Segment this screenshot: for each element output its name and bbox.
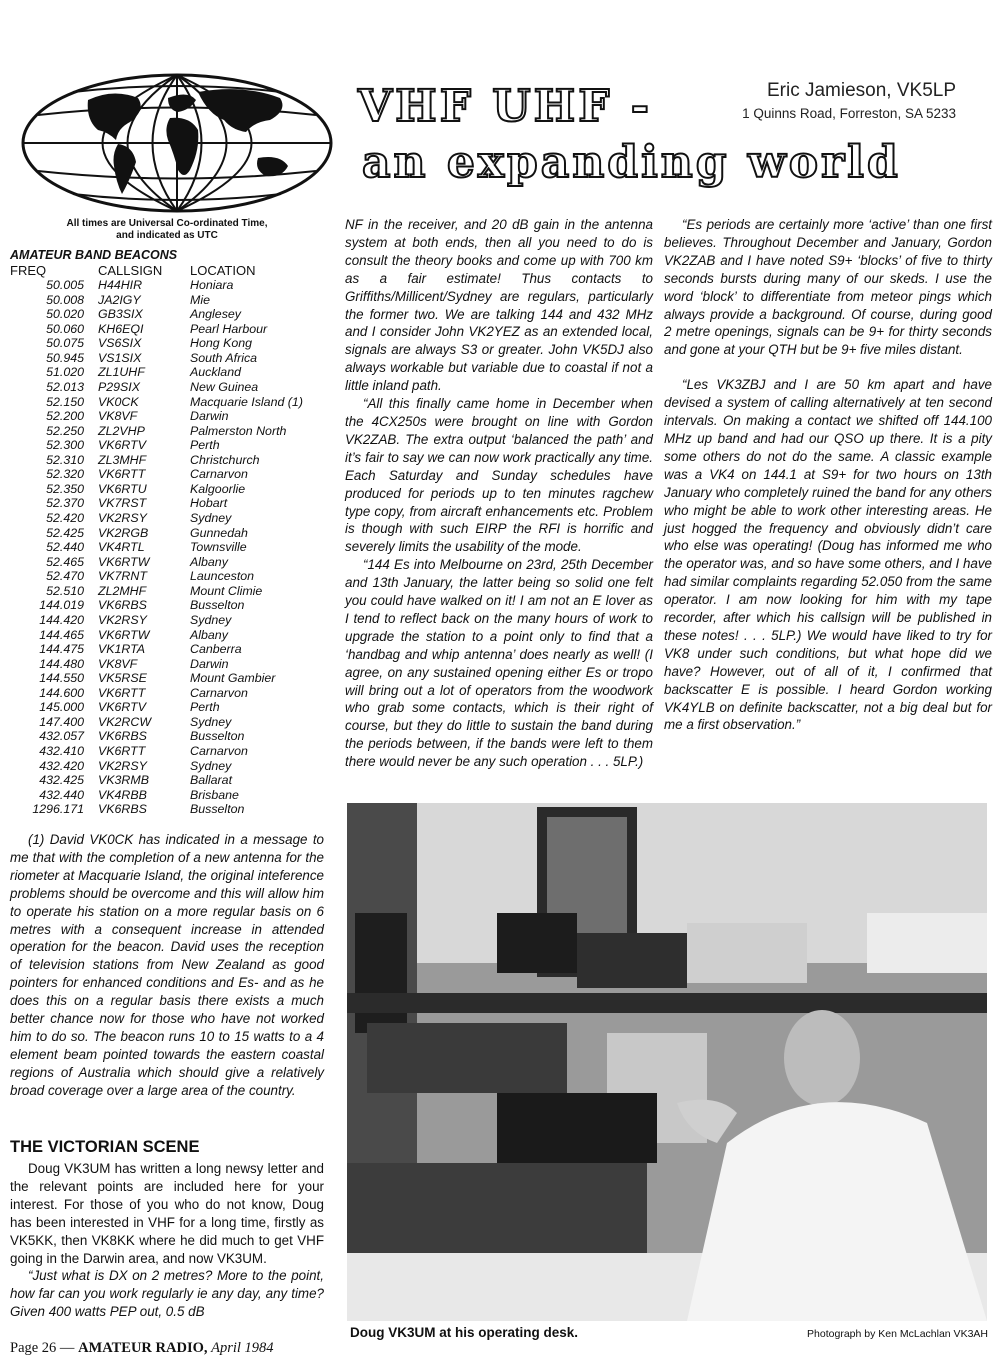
- beacon-callsign: VK6RTW: [98, 627, 150, 642]
- beacon-freq: 432.057: [39, 729, 84, 744]
- beacon-location: Christchurch: [190, 452, 260, 467]
- right-column: [664, 216, 992, 734]
- author-name: Eric Jamieson, VK5LP: [766, 80, 956, 101]
- beacon-location: Ballarat: [190, 773, 233, 788]
- mid-paragraph-1: NF in the receiver, and 20 dB gain in the antenna system at both ends, then all you need to do is consult the theory books and come up with 700 km as a fair estimate! Thus contacts to Griffiths/Millicent/Sydney are regulars, particularly the former two. We are talking 144 and 432 MHz and I consider John VK2YEZ as an extended local, signals are always S3 or greater. John VK5DJ also always workable but variable due to coastal if not a little inland path.: [345, 217, 653, 394]
- beacon-row: [10, 686, 303, 701]
- beacon-freq: 144.550: [39, 671, 84, 686]
- beacon-location: Carnarvon: [190, 685, 248, 700]
- beacon-row: [10, 482, 303, 497]
- beacon-row: [10, 802, 303, 817]
- beacon-row: [10, 278, 303, 293]
- beacon-row: [10, 657, 303, 672]
- beacon-row: [10, 555, 303, 570]
- beacon-callsign: VK4RBB: [98, 787, 147, 802]
- beacon-location: South Africa: [190, 350, 258, 365]
- beacons-table: [10, 263, 303, 817]
- beacon-callsign: VK6RTV: [98, 438, 146, 453]
- beacon-freq: 432.440: [39, 787, 84, 802]
- beacon-location: Perth: [190, 438, 220, 453]
- beacon-callsign: VS6SIX: [98, 336, 142, 351]
- beacon-callsign: VK6RTV: [98, 700, 146, 715]
- beacon-location: Mount Gambier: [190, 671, 276, 686]
- beacon-row: [10, 773, 303, 788]
- beacon-callsign: VK6RBS: [98, 802, 147, 817]
- utc-note: [10, 218, 324, 242]
- beacon-location: Albany: [190, 554, 228, 569]
- beacon-row: [10, 453, 303, 468]
- title-line-1: VHF UHF -: [358, 81, 653, 132]
- beacon-row: [10, 540, 303, 555]
- beacon-callsign: VK2RSY: [98, 758, 147, 773]
- beacon-row: [10, 293, 303, 308]
- beacon-row: [10, 729, 303, 744]
- beacon-location: Mie: [190, 292, 210, 307]
- beacon-freq: 52.300: [46, 438, 84, 453]
- utc-note-line-1: All times are Universal Co-ordinated Time,: [66, 218, 268, 229]
- beacon-callsign: ZL3MHF: [98, 452, 147, 467]
- footnote-text: (1) David VK0CK has indicated in a message to me that with the completion of a new antenna for the riometer at Macquarie Island, the original inteference problems should be overcome and this will allow him to operate his station on a more regular basis on 6 metres with a consequent increase in attended operation for the beacon. David uses the reception of television stations from New Zealand as good pointers for enhanced conditions and Es- and as he does this on a regular basis there exists a much better chance now for those who have not worked him to do so. The beacon runs 10 to 15 watts to a 4 element beam pointed towards the eastern coastal regions of Australia which should give a relatively broad coverage over a large area of the country.: [10, 832, 324, 1098]
- beacon-freq: 52.250: [46, 423, 84, 438]
- beacon-location: Busselton: [190, 598, 245, 613]
- beacon-location: Albany: [190, 627, 228, 642]
- beacon-row: [10, 744, 303, 759]
- beacon-callsign: VK2RGB: [98, 525, 149, 540]
- mid-paragraph-3: “144 Es into Melbourne on 23rd, 25th December and 13th January, the latter being so solid one felt you could have walked on it! I am not an E lover as I tend to reflect back on the many hours of work to upgrade the station to a point only to find that a ‘handbag and whip antenna’ does nearly as well! (I agree, on any sustained opening either Es or tropo will bring out a lot of operators from the woodwork who grab some contacts, which is their right of course, but they do little to sustain the band during the periods between, if the bands were left to them there would never be any such operation . . . 5LP.): [345, 557, 653, 770]
- beacon-callsign: VK8VF: [98, 656, 138, 671]
- utc-note-line-2: and indicated as UTC: [116, 230, 218, 241]
- beacon-location: Sydney: [190, 758, 232, 773]
- beacon-row: [10, 642, 303, 657]
- beacon-location: Gunnedah: [190, 525, 248, 540]
- beacon-callsign: H44HIR: [98, 278, 143, 292]
- beacon-location: Hobart: [190, 496, 228, 511]
- beacon-location: Sydney: [190, 612, 232, 627]
- beacon-row: [10, 700, 303, 715]
- beacon-row: [10, 526, 303, 541]
- beacon-freq: 52.200: [46, 409, 84, 424]
- beacon-freq: 50.060: [46, 321, 84, 336]
- beacon-callsign: VK5RSE: [98, 671, 147, 686]
- beacon-row: [10, 613, 303, 628]
- beacon-callsign: VK7RNT: [98, 569, 147, 584]
- beacon-freq: 144.019: [39, 598, 84, 613]
- photo-caption: Doug VK3UM at his operating desk.: [350, 1325, 579, 1340]
- beacon-location: Honiara: [190, 278, 234, 292]
- col-location: LOCATION: [190, 263, 256, 278]
- beacon-freq: 144.600: [39, 685, 84, 700]
- beacon-row: [10, 671, 303, 686]
- beacon-location: Canberra: [190, 642, 242, 657]
- beacon-freq: 50.075: [46, 336, 84, 351]
- page-footer: [10, 1340, 274, 1357]
- author-address: 1 Quinns Road, Forreston, SA 5233: [742, 106, 956, 121]
- beacon-location: Busselton: [190, 729, 245, 744]
- beacon-location: Macquarie Island (1): [190, 394, 303, 409]
- beacon-freq: 145.000: [39, 700, 84, 715]
- beacon-location: Anglesey: [190, 307, 241, 322]
- col-freq: FREQ: [10, 263, 47, 278]
- beacon-location: Hong Kong: [190, 336, 253, 351]
- beacon-location: Pearl Harbour: [190, 321, 268, 336]
- beacon-callsign: VK2RSY: [98, 511, 147, 525]
- beacon-row: [10, 584, 303, 599]
- beacon-freq: 50.005: [46, 278, 84, 292]
- beacon-row: [10, 715, 303, 730]
- beacon-freq: 144.480: [39, 656, 84, 671]
- beacon-freq: 144.465: [39, 627, 84, 642]
- section-heading: THE VICTORIAN SCENE: [10, 1138, 200, 1156]
- beacon-location: Carnarvon: [190, 744, 248, 758]
- beacon-callsign: VK3RMB: [98, 773, 149, 788]
- magazine-name: AMATEUR RADIO,: [78, 1340, 208, 1356]
- beacon-location: Brisbane: [190, 787, 239, 802]
- beacon-callsign: VK6RTU: [98, 481, 147, 496]
- victorian-scene: [10, 1160, 324, 1321]
- beacon-row: [10, 365, 303, 380]
- world-globe-logo: [18, 70, 336, 216]
- beacon-callsign: VK4RTL: [98, 540, 145, 555]
- beacon-row: [10, 409, 303, 424]
- beacon-freq: 52.320: [46, 467, 84, 482]
- beacon-freq: 52.150: [46, 394, 84, 409]
- beacon-callsign: VK8VF: [98, 409, 138, 424]
- beacon-freq: 50.020: [46, 307, 84, 322]
- beacon-freq: 50.945: [46, 350, 84, 365]
- col-callsign: CALLSIGN: [98, 263, 163, 278]
- beacon-row: [10, 759, 303, 774]
- mid-paragraph-2: “All this finally came home in December when the 4CX250s were brought on line with Gordon VK2ZAB. The extra output ‘balanced the path’ and it’s fair to say we can now work practically any time. Each Saturday and Sunday schedules have produced for periods up to ten minutes ragchew type copy, from aircraft enhancements etc. Problem is though with such EIRP the RFI is horrific and severely limits the usability of the mode.: [345, 396, 653, 555]
- page-number: Page 26 —: [10, 1340, 75, 1356]
- beacon-location: Palmerston North: [190, 423, 287, 438]
- beacon-row: [10, 598, 303, 613]
- photo-credit: Photograph by Ken McLachlan VK3AH: [807, 1328, 988, 1340]
- beacon-freq: 52.425: [46, 525, 84, 540]
- beacon-row: [10, 336, 303, 351]
- beacon-location: Mount Climie: [190, 583, 263, 598]
- beacon-row: [10, 569, 303, 584]
- beacon-callsign: VK6RTT: [98, 467, 146, 482]
- beacon-row: [10, 438, 303, 453]
- right-paragraph-2: “Les VK3ZBJ and I are 50 km apart and have devised a system of calling alternatively at ten second intervals. On making a contact we shifted off 144.100 MHz up band and had our QSO up there. It is a pity some others do not do the same. A classic example was a VK4 on 144.1 at S9+ for two hours on 13th January who completely ruined the band for any others who might be able to work other interesting areas. He just hogged the frequency and obviously didn’t care who else was operating! (Doug has informed me who the operator was, and so have some others, and I have had similar complaints regarding 52.050 from the same operator. I am now looking for him with my tape recorder, after which his callsign will be published in these notes! . . . 5LP.) We would have liked to try for VK8 under such conditions, but what hope did we have? However, out of all of it, I confirmed that backscatter E is possible. I heard Gordon working VK4YLB on definite backscatter, not a big deal but for me a first observation.”: [664, 377, 992, 733]
- beacon-freq: 52.350: [46, 481, 84, 496]
- left-column: [10, 218, 324, 817]
- beacon-row: [10, 380, 303, 395]
- beacon-row: [10, 351, 303, 366]
- beacons-header-row: [10, 263, 303, 278]
- beacon-callsign: P29SIX: [98, 379, 141, 394]
- vic-paragraph-2: “Just what is DX on 2 metres? More to the point, how far can you work regularly ie any day, any time? Given 400 watts PEP out, 0.5 dB: [10, 1268, 324, 1320]
- beacon-freq: 52.420: [46, 511, 84, 525]
- beacon-callsign: VK6RBS: [98, 729, 147, 744]
- beacon-row: [10, 788, 303, 803]
- beacon-freq: 432.420: [39, 758, 84, 773]
- beacon-location: Auckland: [190, 365, 241, 380]
- beacon-footnote: [10, 831, 324, 1100]
- beacon-callsign: VS1SIX: [98, 350, 142, 365]
- beacon-freq: 144.420: [39, 612, 84, 627]
- beacon-freq: 432.410: [39, 744, 84, 758]
- operator-photo: [347, 803, 987, 1321]
- beacon-location: Darwin: [190, 409, 229, 424]
- beacon-freq: 51.020: [46, 365, 84, 380]
- beacon-callsign: ZL1UHF: [98, 365, 145, 380]
- beacon-freq: 144.475: [39, 642, 84, 657]
- beacon-callsign: VK7RST: [98, 496, 147, 511]
- beacon-freq: 432.425: [39, 773, 84, 788]
- beacon-freq: 52.470: [46, 569, 84, 584]
- beacon-callsign: KH6EQI: [98, 321, 144, 336]
- beacons-body: [10, 278, 303, 817]
- beacon-row: [10, 424, 303, 439]
- beacon-freq: 52.310: [46, 452, 84, 467]
- beacon-freq: 52.013: [46, 379, 84, 394]
- beacon-row: [10, 511, 303, 526]
- beacon-callsign: VK6RBS: [98, 598, 147, 613]
- beacon-row: [10, 467, 303, 482]
- vic-paragraph-1: Doug VK3UM has written a long newsy letter and the relevant points are included here for your interest. For those of you who do not know, Doug has been interested in VHF for a long time, firstly as VK5KK, then VK8KK where he did much to get VHF going in the Darwin area, and now VK3UM.: [10, 1161, 324, 1266]
- beacon-callsign: VK6RTW: [98, 554, 150, 569]
- beacon-row: [10, 395, 303, 410]
- beacon-callsign: VK6RTT: [98, 744, 146, 758]
- beacon-callsign: VK2RSY: [98, 612, 147, 627]
- beacon-freq: 52.370: [46, 496, 84, 511]
- beacon-row: [10, 496, 303, 511]
- beacon-row: [10, 307, 303, 322]
- beacon-location: Perth: [190, 700, 220, 715]
- beacon-freq: 147.400: [39, 714, 84, 729]
- beacon-freq: 50.008: [46, 292, 84, 307]
- beacon-location: Darwin: [190, 656, 229, 671]
- beacon-location: Launceston: [190, 569, 255, 584]
- beacon-location: Kalgoorlie: [190, 481, 246, 496]
- beacon-freq: 52.465: [46, 554, 84, 569]
- byline: [742, 80, 956, 121]
- beacon-callsign: VK0CK: [98, 394, 139, 409]
- beacon-freq: 52.440: [46, 540, 84, 555]
- beacons-heading: AMATEUR BAND BEACONS: [10, 248, 178, 262]
- issue-date: April 1984: [211, 1340, 274, 1356]
- beacon-freq: 52.510: [46, 583, 84, 598]
- beacon-location: Carnarvon: [190, 467, 248, 482]
- beacon-location: Townsville: [190, 540, 247, 555]
- beacon-callsign: JA2IGY: [98, 292, 141, 307]
- beacon-callsign: VK1RTA: [98, 642, 146, 657]
- middle-column: [345, 216, 653, 771]
- beacon-callsign: GB3SIX: [98, 307, 143, 322]
- title-line-2: an expanding world: [362, 137, 901, 188]
- beacon-row: [10, 628, 303, 643]
- beacon-row: [10, 322, 303, 337]
- beacon-callsign: VK6RTT: [98, 685, 146, 700]
- right-paragraph-1: “Es periods are certainly more ‘active’ than one first believes. Throughout December and January, Gordon VK2ZAB and I have noted S9+ ‘blocks’ of five to thirty seconds bursts during many of our skeds. I use the word ‘block’ to differentiate from meteor pings which always provide a background. Of course, during good 2 metre openings, signals can be 9+ for thirty seconds and gone at your QTH but be 9+ five miles distant.: [664, 217, 992, 358]
- beacon-location: New Guinea: [190, 379, 259, 394]
- beacon-callsign: ZL2MHF: [98, 583, 147, 598]
- beacon-location: Sydney: [190, 714, 232, 729]
- beacon-freq: 1296.171: [32, 802, 84, 817]
- beacon-location: Sydney: [190, 511, 232, 525]
- beacon-callsign: ZL2VHP: [98, 423, 145, 438]
- beacon-location: Busselton: [190, 802, 245, 817]
- beacon-callsign: VK2RCW: [98, 714, 152, 729]
